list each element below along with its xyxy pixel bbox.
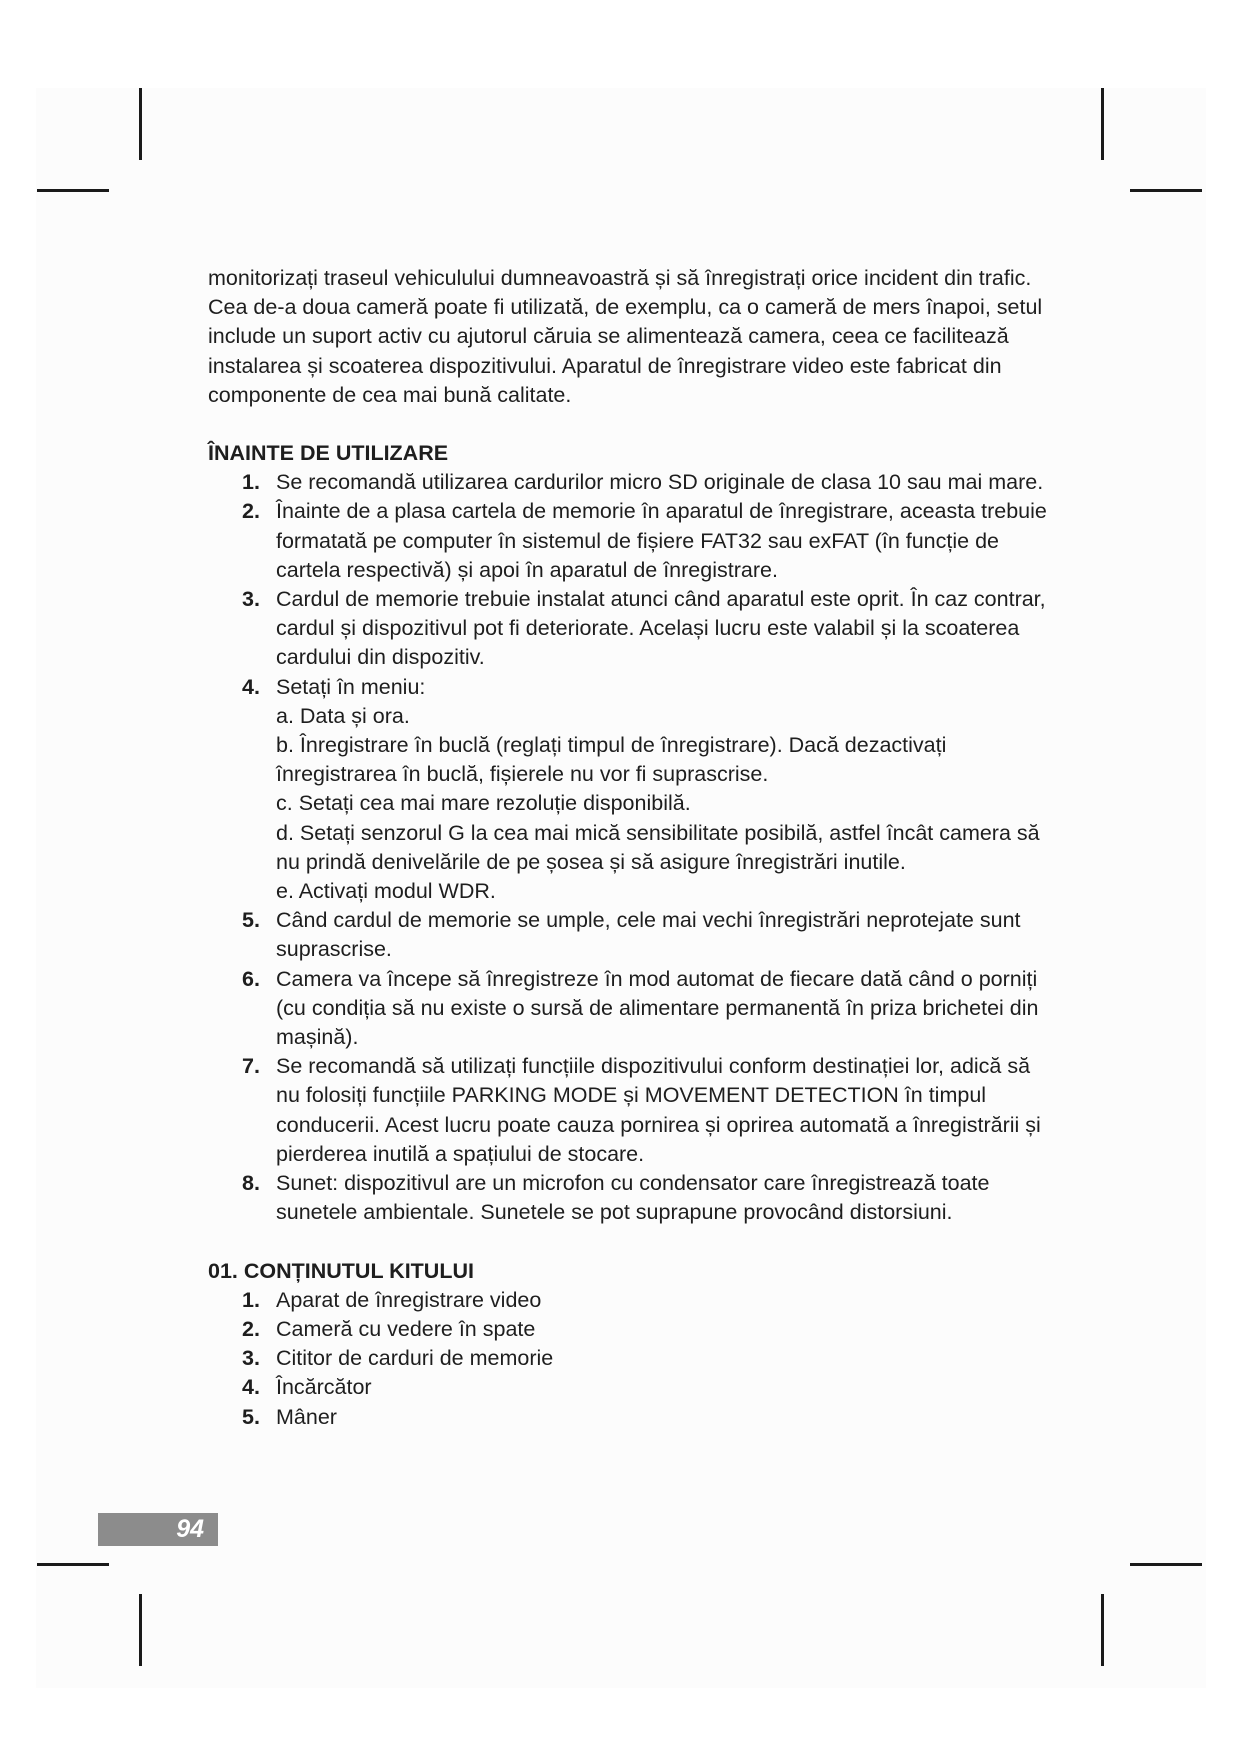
list-item: 3. Cititor de carduri de memorie	[242, 1346, 554, 1371]
list-item: 4. Încărcător	[242, 1375, 372, 1400]
section-title-kit-contents: 01. CONȚINUTUL KITULUI	[208, 1258, 474, 1283]
before-use-list	[208, 468, 1048, 1227]
list-item: 1. Se recomandă utilizarea cardurilor micro SD originale de clasa 10 sau mai mare.	[242, 470, 1044, 495]
sub-list-item: c. Setați cea mai mare rezoluție disponibilă.	[276, 791, 691, 816]
sub-list-item: b. Înregistrare în buclă (reglați timpul de înregistrare). Dacă dezactivați înregistrarea în buclă, fișierele nu vor fi suprascrise.	[276, 733, 947, 787]
crop-mark-top-right-vertical	[1101, 88, 1104, 160]
section-title-before-use: ÎNAINTE DE UTILIZARE	[208, 441, 449, 466]
page-content	[208, 264, 1048, 1432]
menu-settings-sublist	[276, 702, 1048, 906]
list-item: 3. Cardul de memorie trebuie instalat atunci când aparatul este oprit. În caz contrar, cardul și dispozitivul pot fi deteriorate. Același lucru este valabil și la scoaterea cardului din dispozitiv.	[242, 587, 1046, 670]
crop-mark-bottom-right-horizontal	[1130, 1563, 1202, 1566]
kit-contents-list	[208, 1286, 1048, 1432]
list-item: 6. Camera va începe să înregistreze în mod automat de fiecare dată când o porniți (cu condiția să nu existe o sursă de alimentare permanentă în priza brichetei din mașină).	[242, 966, 1039, 1050]
sub-list-item: d. Setați senzorul G la cea mai mică sensibilitate posibilă, astfel încât camera să nu prindă denivelările de pe șosea și să asigure înregistrări inutile.	[276, 820, 1040, 874]
crop-mark-top-left-vertical	[139, 88, 142, 160]
crop-mark-top-right-horizontal	[1130, 189, 1202, 192]
page-number: 94	[176, 1515, 204, 1543]
list-item: 1. Aparat de înregistrare video	[242, 1287, 542, 1312]
page-number-tab	[98, 1513, 218, 1546]
list-item: 5. Când cardul de memorie se umple, cele mai vechi înregistrări neprotejate sunt suprascrise.	[242, 908, 1021, 962]
intro-paragraph: monitorizați traseul vehiculului dumneavoastră și să înregistrați orice incident din trafic. Cea de-a doua cameră poate fi utilizată, de exemplu, ca o cameră de mers înapoi, setul include un suport activ cu ajutorul căruia se alimentează camera, ceea ce facilitează instalarea și scoaterea dispozitivului. Aparatul de înregistrare video este fabricat din componente de cea mai bună calitate.	[208, 266, 1043, 407]
crop-mark-bottom-left-horizontal	[37, 1563, 109, 1566]
list-item: 7. Se recomandă să utilizați funcțiile dispozitivului conform destinației lor, adică să nu folosiți funcțiile PARKING MODE și MOVEMENT DETECTION în timpul conducerii. Acest lucru poate cauza pornirea și oprirea automată a înregistrării și pierderea inutilă a spațiului de stocare.	[242, 1054, 1041, 1166]
list-item: 5. Mâner	[242, 1404, 337, 1429]
crop-mark-bottom-left-vertical	[139, 1594, 142, 1666]
crop-mark-top-left-horizontal	[37, 189, 109, 192]
crop-mark-bottom-right-vertical	[1101, 1594, 1104, 1666]
list-item: 2. Cameră cu vedere în spate	[242, 1316, 536, 1341]
list-item: 4. Setați în meniu: a. Data și ora. b. Înregistrare în buclă (reglați timpul de înregistrare). Dacă dezactivați înregistrarea în buclă, fișierele nu vor fi suprascrise. c. Setați cea mai mare rezoluție disponibilă. d. Setați senzorul G la cea mai mică sensibilitate posibilă, astfel încât camera să nu prindă denivelările de pe șosea și să asigure înregistrări inutile. e. Activați modul WDR.	[208, 673, 1048, 907]
sub-list-item: e. Activați modul WDR.	[276, 879, 496, 904]
sub-list-item: a. Data și ora.	[276, 703, 410, 728]
list-item: 2. Înainte de a plasa cartela de memorie în aparatul de înregistrare, aceasta trebuie formatată pe computer în sistemul de fișiere FAT32 sau exFAT (în funcție de cartela respectivă) și apoi în aparatul de înregistrare.	[242, 499, 1047, 582]
list-item: 8. Sunet: dispozitivul are un microfon cu condensator care înregistrează toate sunetele ambientale. Sunetele se pot suprapune provocând distorsiuni.	[242, 1171, 990, 1225]
